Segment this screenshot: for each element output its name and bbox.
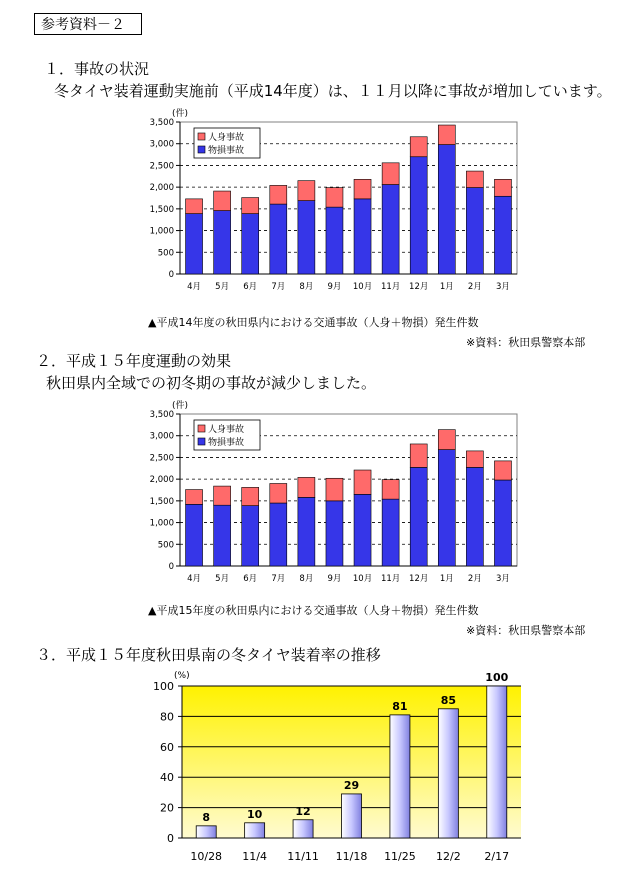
- x-tick-label: 2月: [467, 574, 482, 584]
- bar-injury: [270, 185, 287, 204]
- data-label: 8: [202, 810, 211, 824]
- bar-tire-rate: [245, 823, 265, 838]
- legend-swatch-injury: [198, 133, 205, 140]
- legend-label-property: 物損事故: [208, 438, 245, 448]
- y-tick-label: 3,500: [149, 118, 174, 128]
- legend-swatch-property: [198, 438, 205, 445]
- bar-injury: [494, 461, 511, 480]
- bar-tire-rate: [438, 709, 458, 838]
- y-tick-label: 2,000: [149, 183, 174, 194]
- y-axis-unit: (%): [174, 671, 190, 681]
- data-label: 100: [485, 671, 509, 684]
- bar-injury: [382, 163, 399, 185]
- bar-injury: [382, 480, 399, 500]
- bar-tire-rate: [196, 826, 216, 838]
- x-tick-label: 10/28: [190, 850, 223, 863]
- bar-property-damage: [382, 499, 399, 566]
- bar-injury: [270, 483, 287, 503]
- y-tick-label: 100: [153, 680, 174, 693]
- y-tick-label: 20: [160, 801, 174, 815]
- bar-property-damage: [214, 211, 231, 274]
- x-tick-label: 5月: [215, 574, 230, 584]
- bar-injury: [326, 188, 343, 208]
- bar-property-damage: [494, 480, 511, 566]
- chart-winter-tire-rate: [0, 662, 640, 882]
- x-tick-label: 4月: [187, 574, 202, 584]
- bar-tire-rate: [390, 715, 410, 838]
- x-tick-label: 9月: [327, 574, 342, 584]
- y-tick-label: 2,500: [149, 161, 174, 172]
- bar-property-damage: [382, 185, 399, 274]
- legend-label-property: 物損事故: [208, 146, 245, 156]
- bar-tire-rate: [342, 794, 362, 838]
- section2-source: ※資料：秋田県警察本部: [466, 624, 586, 637]
- x-tick-label: 8月: [299, 282, 314, 292]
- data-label: 85: [440, 693, 457, 707]
- x-tick-label: 11/18: [335, 850, 368, 863]
- y-tick-label: 3,500: [149, 410, 174, 420]
- y-tick-label: 3,000: [149, 431, 174, 442]
- data-label: 81: [392, 699, 408, 713]
- x-tick-label: 12月: [409, 574, 429, 584]
- x-tick-label: 4月: [187, 282, 202, 292]
- bar-property-damage: [494, 196, 511, 274]
- x-tick-label: 7月: [271, 282, 286, 292]
- x-tick-label: 9月: [327, 282, 342, 292]
- y-tick-label: 0: [168, 270, 174, 280]
- section2-text: 秋田県内全域での初冬期の事故が減少しました。: [46, 374, 377, 392]
- bar-property-damage: [186, 504, 203, 566]
- x-tick-label: 10月: [352, 282, 373, 292]
- bar-injury: [298, 181, 315, 201]
- bar-property-damage: [326, 501, 343, 566]
- bar-property-damage: [438, 450, 455, 566]
- bar-injury: [354, 179, 371, 199]
- bar-injury: [466, 171, 483, 188]
- bar-injury: [214, 486, 231, 505]
- bar-property-damage: [410, 467, 427, 566]
- bar-injury: [410, 444, 427, 467]
- x-tick-label: 12月: [409, 282, 429, 292]
- bar-property-damage: [466, 188, 483, 274]
- x-tick-label: 1月: [439, 574, 454, 584]
- y-tick-label: 40: [160, 771, 174, 785]
- y-tick-label: 0: [167, 832, 174, 845]
- bar-property-damage: [242, 214, 259, 274]
- bar-injury: [186, 199, 203, 214]
- y-tick-label: 60: [160, 740, 174, 754]
- section3-heading: ３．平成１５年度秋田県南の冬タイヤ装着率の推移: [36, 646, 381, 664]
- x-tick-label: 1月: [439, 282, 454, 292]
- x-tick-label: 12/2: [436, 850, 461, 863]
- bar-injury: [242, 198, 259, 214]
- bar-property-damage: [270, 204, 287, 274]
- section1-caption: ▲平成14年度の秋田県内における交通事故（人身＋物損）発生件数: [148, 316, 479, 329]
- bar-injury: [438, 125, 455, 145]
- section2-caption: ▲平成15年度の秋田県内における交通事故（人身＋物損）発生件数: [148, 604, 479, 617]
- section2-heading: ２．平成１５年度運動の効果: [36, 352, 232, 370]
- y-tick-label: 2,500: [149, 453, 174, 464]
- section1-text: 冬タイヤ装着運動実施前（平成14年度）は、１１月以降に事故が増加しています。: [54, 82, 612, 100]
- bar-property-damage: [298, 201, 315, 274]
- bar-property-damage: [214, 505, 231, 566]
- x-tick-label: 11月: [380, 282, 401, 292]
- bar-injury: [242, 487, 259, 505]
- x-tick-label: 10月: [352, 574, 373, 584]
- y-tick-label: 500: [157, 540, 174, 551]
- bar-property-damage: [354, 199, 371, 274]
- legend-swatch-injury: [198, 425, 205, 432]
- y-tick-label: 500: [157, 248, 174, 259]
- section1-source: ※資料：秋田県警察本部: [466, 336, 586, 349]
- bar-tire-rate: [293, 820, 313, 838]
- x-tick-label: 8月: [299, 574, 314, 584]
- legend-swatch-property: [198, 146, 205, 153]
- page-label: 参考資料－２: [34, 13, 142, 35]
- legend-label-injury: 人身事故: [208, 133, 245, 143]
- x-tick-label: 11月: [380, 574, 401, 584]
- bar-property-damage: [326, 207, 343, 274]
- x-tick-label: 11/25: [384, 850, 416, 863]
- bar-injury: [354, 470, 371, 494]
- x-tick-label: 11/4: [242, 850, 267, 863]
- bar-property-damage: [242, 506, 259, 566]
- bar-injury: [298, 477, 315, 497]
- y-axis-unit: (件): [172, 401, 189, 411]
- bar-injury: [186, 490, 203, 505]
- y-axis-unit: (件): [172, 109, 189, 119]
- y-tick-label: 0: [168, 562, 174, 572]
- section1-heading: １．事故の状況: [44, 60, 150, 78]
- x-tick-label: 11/11: [287, 850, 319, 863]
- data-label: 12: [295, 804, 311, 818]
- bar-property-damage: [354, 494, 371, 566]
- legend-label-injury: 人身事故: [208, 425, 245, 435]
- x-tick-label: 5月: [215, 282, 230, 292]
- bar-property-damage: [298, 497, 315, 566]
- x-tick-label: 3月: [495, 282, 510, 292]
- data-label: 10: [246, 807, 263, 821]
- y-tick-label: 1,000: [149, 518, 174, 529]
- y-tick-label: 3,000: [149, 139, 174, 150]
- bar-injury: [214, 191, 231, 211]
- bar-tire-rate: [487, 686, 507, 838]
- bar-injury: [466, 451, 483, 468]
- y-tick-label: 1,500: [149, 204, 174, 215]
- x-tick-label: 6月: [243, 282, 258, 292]
- bar-property-damage: [270, 503, 287, 566]
- bar-injury: [410, 137, 427, 157]
- y-tick-label: 1,500: [149, 496, 174, 507]
- bar-injury: [438, 430, 455, 450]
- y-tick-label: 2,000: [149, 475, 174, 486]
- bar-injury: [326, 478, 343, 501]
- x-tick-label: 3月: [495, 574, 510, 584]
- y-tick-label: 1,000: [149, 226, 174, 237]
- x-tick-label: 2/17: [484, 850, 510, 863]
- x-tick-label: 2月: [467, 282, 482, 292]
- y-tick-label: 80: [160, 710, 174, 724]
- bar-property-damage: [410, 157, 427, 274]
- bar-property-damage: [186, 214, 203, 274]
- data-label: 29: [343, 778, 360, 792]
- bar-injury: [494, 179, 511, 196]
- x-tick-label: 6月: [243, 574, 258, 584]
- bar-property-damage: [438, 145, 455, 274]
- x-tick-label: 7月: [271, 574, 286, 584]
- bar-property-damage: [466, 467, 483, 566]
